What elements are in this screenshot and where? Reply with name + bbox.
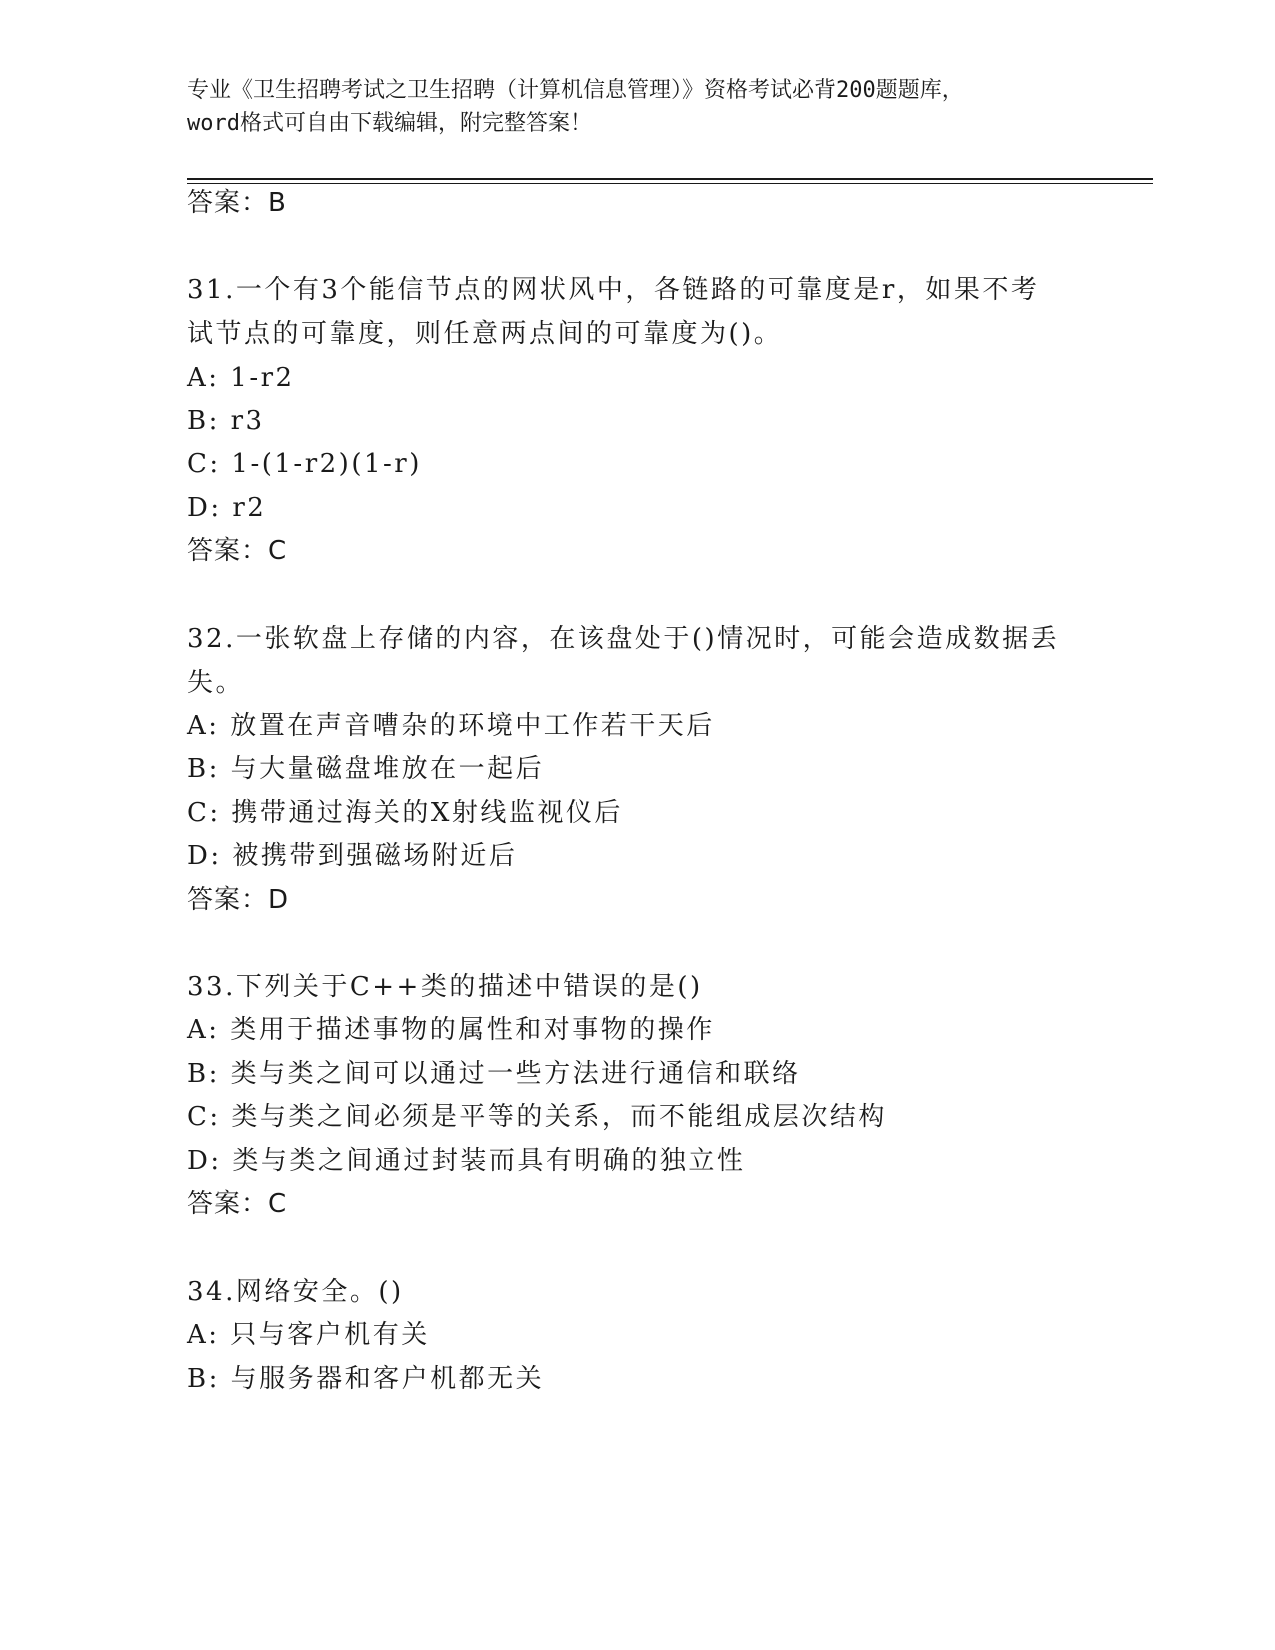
question-32-answer: 答案：D xyxy=(187,885,290,915)
question-32-option-a: A: 放置在声音嘈杂的环境中工作若干天后 xyxy=(187,711,715,741)
question-32-option-b: B: 与大量磁盘堆放在一起后 xyxy=(187,754,545,784)
question-31-text: 31.一个有3个能信节点的网状风中，各链路的可靠度是r，如果不考 xyxy=(187,275,1040,305)
question-32-text: 32.一张软盘上存储的内容，在该盘处于()情况时，可能会造成数据丢 xyxy=(187,624,1060,654)
question-32-option-d: D: 被携带到强磁场附近后 xyxy=(187,841,518,871)
question-34-text: 34.网络安全。() xyxy=(187,1277,404,1307)
header-title-line-2: word格式可自由下载编辑，附完整答案！ xyxy=(187,111,592,136)
question-31-text-cont: 试节点的可靠度，则任意两点间的可靠度为()。 xyxy=(187,319,783,349)
question-33-text: 33.下列关于C++类的描述中错误的是() xyxy=(187,972,703,1002)
question-31-option-d: D: r2 xyxy=(187,493,267,523)
question-32-text-cont: 失。 xyxy=(187,668,245,698)
question-33-option-b: B: 类与类之间可以通过一些方法进行通信和联络 xyxy=(187,1059,801,1089)
question-33-option-c: C: 类与类之间必须是平等的关系，而不能组成层次结构 xyxy=(187,1102,887,1132)
question-32-option-c: C: 携带通过海关的X射线监视仪后 xyxy=(187,798,623,828)
header-title-line-1: 专业《卫生招聘考试之卫生招聘（计算机信息管理）》资格考试必背200题题库， xyxy=(187,78,964,103)
question-33-option-a: A: 类用于描述事物的属性和对事物的操作 xyxy=(187,1015,715,1045)
question-34-option-b: B: 与服务器和客户机都无关 xyxy=(187,1364,545,1394)
question-33-answer: 答案：C xyxy=(187,1189,288,1219)
header-divider xyxy=(187,178,1153,184)
question-34-option-a: A: 只与客户机有关 xyxy=(187,1320,430,1350)
previous-answer: 答案：B xyxy=(187,188,287,218)
question-31-option-b: B: r3 xyxy=(187,406,265,436)
question-31-answer: 答案：C xyxy=(187,536,288,566)
page-header xyxy=(187,74,1087,140)
question-31-option-c: C: 1-(1-r2)(1-r) xyxy=(187,449,422,479)
question-31-option-a: A: 1-r2 xyxy=(187,363,295,393)
question-33-option-d: D: 类与类之间通过封装而具有明确的独立性 xyxy=(187,1146,746,1176)
